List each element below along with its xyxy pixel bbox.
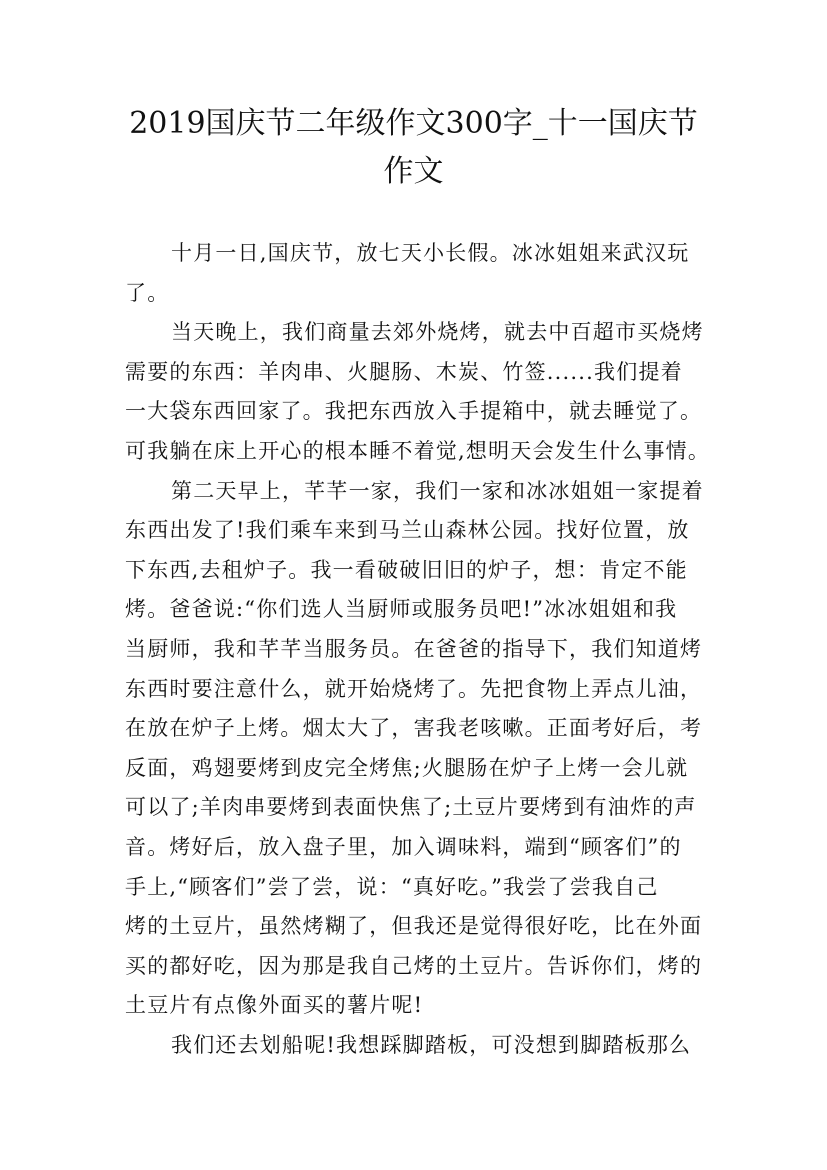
paragraph-line: 土豆片有点像外面买的薯片呢! <box>125 993 424 1018</box>
paragraph-line: 买的都好吃，因为那是我自己烤的土豆片。告诉你们，烤的 <box>125 953 703 978</box>
paragraph-line: 东西出发了!我们乘车来到马兰山森林公园。找好位置，放 <box>125 518 690 543</box>
paragraph-line: 下东西,去租炉子。我一看破破旧旧的炉子，想：肯定不能 <box>125 557 688 582</box>
paragraph-line: 当厨师，我和芊芊当服务员。在爸爸的指导下，我们知道烤 <box>125 636 703 661</box>
paragraph <box>125 472 705 1026</box>
paragraph <box>125 234 705 313</box>
paragraph-line: 我们还去划船呢!我想踩脚踏板，可没想到脚踏板那么 <box>171 1032 692 1057</box>
paragraph-line: 在放在炉子上烤。烟太大了，害我老咳嗽。正面考好后，考 <box>125 716 703 741</box>
paragraph-line: 了。 <box>125 280 170 305</box>
paragraph-line: 手上,“顾客们”尝了尝，说：“真好吃。”我尝了尝我自己 <box>125 874 659 899</box>
paragraph-line: 烤。爸爸说:“你们选人当厨师或服务员吧!”冰冰姐姐和我 <box>125 597 678 622</box>
paragraph-line: 十月一日,国庆节，放七天小长假。冰冰姐姐来武汉玩 <box>171 241 690 265</box>
paragraph-line: 当天晚上，我们商量去郊外烧烤，就去中百超市买烧烤 <box>171 320 704 345</box>
paragraph-line: 第二天早上，芊芊一家，我们一家和冰冰姐姐一家提着 <box>171 478 704 503</box>
paragraph-line: 可以了;羊肉串要烤到表面快焦了;土豆片要烤到有油炸的声 <box>125 795 697 820</box>
title-line-1: 2019国庆节二年级作文300字_十一国庆节 <box>129 106 698 141</box>
paragraph-line: 音。烤好后，放入盘子里，加入调味料，端到“顾客们”的 <box>125 834 682 859</box>
paragraph-line: 可我躺在床上开心的根本睡不着觉,想明天会发生什么事情。 <box>125 438 711 463</box>
paragraph <box>125 313 711 471</box>
title-line-2: 作文 <box>383 154 444 189</box>
paragraph-line: 烤的土豆片，虽然烤糊了，但我还是觉得很好吃，比在外面 <box>125 914 703 939</box>
paragraph-line: 一大袋东西回家了。我把东西放入手提箱中，就去睡觉了。 <box>125 399 703 424</box>
paragraph <box>125 1026 705 1066</box>
paragraph-line: 东西时要注意什么，就开始烧烤了。先把食物上弄点儿油， <box>125 676 703 701</box>
document-body <box>125 234 711 1065</box>
paragraph-line: 需要的东西：羊肉串、火腿肠、木炭、竹签......我们提着 <box>125 359 683 384</box>
document-title <box>100 100 727 196</box>
paragraph-line: 反面，鸡翅要烤到皮完全烤焦;火腿肠在炉子上烤一会儿就 <box>125 755 689 780</box>
